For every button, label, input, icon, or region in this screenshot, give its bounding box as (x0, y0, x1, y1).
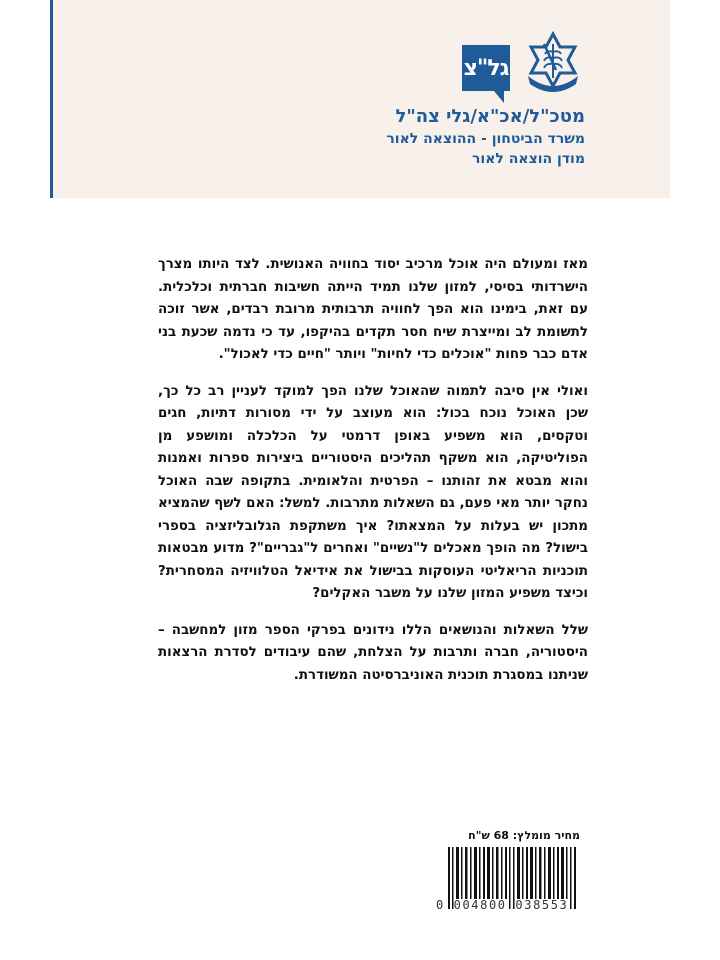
publisher-title: מטכ"ל/אכ"א/גלי צה"ל (395, 106, 585, 127)
publisher-line-2: מודן הוצאה לאור (472, 151, 585, 167)
spine-line (50, 0, 53, 198)
speech-bubble-tail (494, 91, 504, 103)
publisher-block (386, 105, 585, 169)
barcode-digits: 0 004800 038553 (436, 898, 569, 912)
blurb-paragraph-1: מאז ומעולם היה אוכל מרכיב יסוד בחוויה האנושית. לצד היותו מצרך הישרדותי בסיסי, למזון שלנו תמיד הייתה חשיבות חברתית וכלכלית. עם זאת, בימינו הוא הפך לחוויה תרבותית מרובת רבדים, אשר זוכה לתשומת לב ומייצרת שיח חסר תקדים בהיקפו, עד כי נדמה שכעת בני אדם כבר פחות "אוכלים כדי לחיות" ויותר "חיים כדי לאכול". (158, 257, 588, 362)
galatz-logo-text: גל"צ (463, 55, 509, 81)
blurb-paragraph-2: ואולי אין סיבה לתמוה שהאוכל שלנו הפך למוקד לעניין רב כל כך, שכן האוכל נוכח בכול: הוא מעוצב על ידי מסורות דתיות, חגים וטקסים, הוא משפיע באופן דרמטי על הכלכלה ומושפע מן הפוליטיקה, הוא משקף תהליכים היסטוריים ביצירות ספרות ואמנות והוא מבטא את זהותנו – הפרטית והלאומית. בתקופה שבה האוכל נחקר יותר מאי פעם, גם השאלות מתרבות. למשל: האם לשף שהמציא מתכון יש בעלות על המצאתו? איך משתקפת הגלובליזציה בספרי בישול? מה הופך מאכלים ל"נשיים" ואחרים ל"גבריים"? מדוע מבטאות תוכניות הריאליטי העוסקות בבישול את אידיאל הטלוויזיה המסחרית? וכיצד משפיע המזון שלנו על משבר האקלים? (158, 383, 588, 601)
blurb-paragraph-3: שלל השאלות והנושאים הללו נידונים בפרקי הספר מזון למחשבה – היסטוריה, חברה ותרבות על הצלחת, שהם עיבודים לסדרת הרצאות שניתנו במסגרת תוכנית האוניברסיטה המשודרת. (158, 622, 588, 683)
publisher-line-1: משרד הביטחון - ההוצאה לאור (386, 131, 585, 147)
idf-emblem-icon (520, 30, 586, 96)
price-label: מחיר מומלץ: 68 ש"ח (468, 829, 580, 842)
back-cover-blurb (158, 254, 588, 701)
galatz-logo (462, 45, 510, 91)
